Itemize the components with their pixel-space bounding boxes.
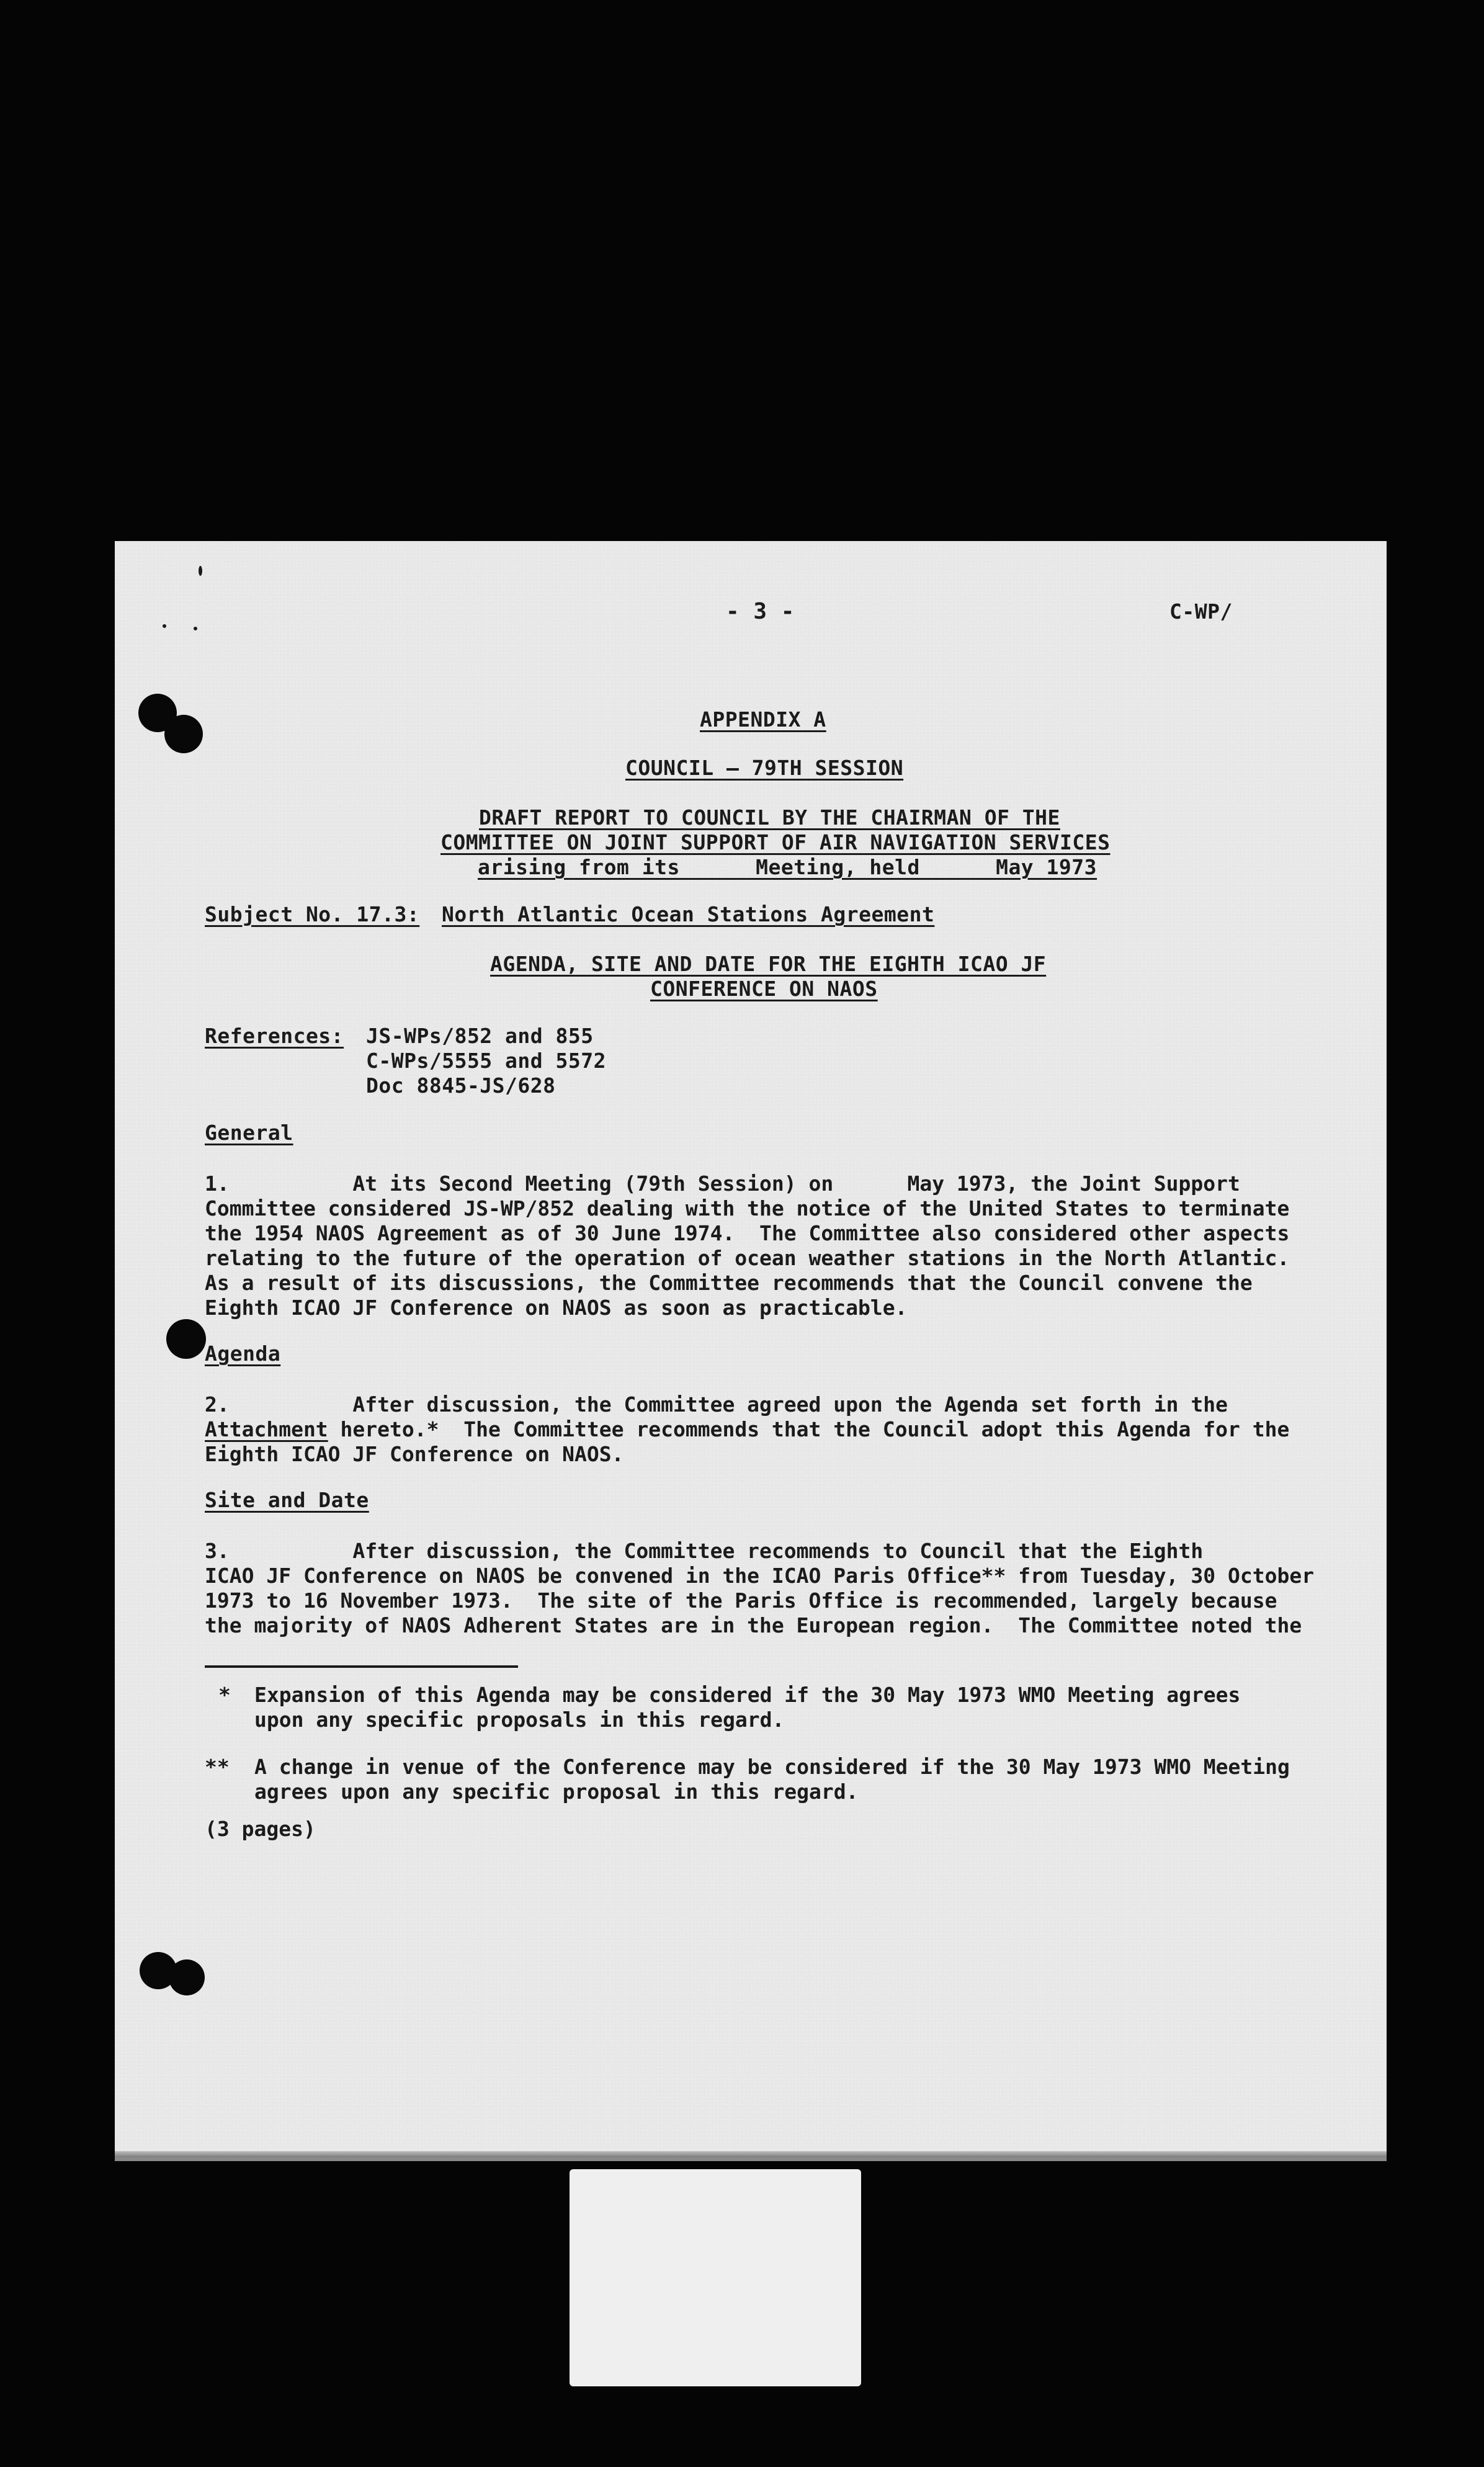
report-title-line-3: arising from its Meeting, held May 1973 [478,855,1097,879]
paragraph-text: hereto.* The Committee recommends that the Council adopt this Agenda for the [328,1417,1290,1441]
paragraph-line: 2. After discussion, the Committee agreed upon the Agenda set forth in the [205,1392,1228,1417]
blank-card [570,2169,861,2386]
paragraph-line: Eighth ICAO JF Conference on NAOS. [205,1442,624,1466]
paragraph-line: 1. At its Second Meeting (79th Session) on May 1973, the Joint Support [205,1171,1240,1196]
section-heading-general: General [205,1121,293,1145]
paragraph-line: 1973 to 16 November 1973. The site of the Paris Office is recommended, largely because [205,1588,1277,1613]
footnote-line: upon any specific proposals in this regard. [254,1708,785,1732]
punch-hole-bottom-2 [169,1959,205,1995]
footnote-line: agrees upon any specific proposal in this regard. [254,1780,859,1804]
agenda-heading-line-1: AGENDA, SITE AND DATE FOR THE EIGHTH ICAO JF [490,952,1047,976]
stray-mark [194,627,197,630]
paragraph-line: the 1954 NAOS Agreement as of 30 June 1974. The Committee also considered other aspects [205,1221,1290,1245]
reference-item: JS-WPs/852 and 855 [366,1024,594,1048]
agenda-heading-line-2: CONFERENCE ON NAOS [650,977,878,1001]
paragraph-line: the majority of NAOS Adherent States are in the European region. The Committee noted the [205,1613,1302,1637]
page-number: - 3 - [726,599,795,624]
stray-mark [199,566,202,576]
page-count: (3 pages) [205,1817,316,1841]
paragraph-line: Eighth ICAO JF Conference on NAOS as soon as practicable. [205,1296,908,1320]
attachment-reference: Attachment [205,1417,328,1441]
appendix-title: APPENDIX A [700,707,826,732]
footnote-line: A change in venue of the Conference may be considered if the 30 May 1973 WMO Meeting [254,1755,1290,1779]
paragraph-line: 3. After discussion, the Committee recommends to Council that the Eighth [205,1539,1204,1563]
footnote-marker: * [218,1683,231,1707]
reference-item: C-WPs/5555 and 5572 [366,1049,606,1073]
footnote-separator [205,1665,518,1668]
document-reference: C-WP/ [1169,599,1233,624]
paragraph-line [205,1417,1289,1442]
session-title: COUNCIL — 79TH SESSION [625,756,904,780]
report-title-line-2: COMMITTEE ON JOINT SUPPORT OF AIR NAVIGATION SERVICES [440,830,1111,854]
punch-hole-top-2 [164,715,203,753]
subject-label: Subject No. 17.3: [205,902,420,926]
punch-hole-middle [166,1319,206,1359]
page-edge [115,2151,1387,2157]
references-label: References: [205,1024,344,1048]
stray-mark [163,624,166,628]
paragraph-line: Committee considered JS-WP/852 dealing with the notice of the United States to terminate [205,1196,1290,1220]
footnote-line: Expansion of this Agenda may be considered if the 30 May 1973 WMO Meeting agrees [254,1683,1241,1707]
paragraph-line: As a result of its discussions, the Committee recommends that the Council convene the [205,1271,1253,1295]
subject-value: North Atlantic Ocean Stations Agreement [442,902,935,926]
paragraph-line: ICAO JF Conference on NAOS be convened in the ICAO Paris Office** from Tuesday, 30 October [205,1564,1315,1588]
reference-item: Doc 8845-JS/628 [366,1073,556,1098]
section-heading-agenda: Agenda [205,1341,281,1366]
document-page [115,541,1387,2157]
paragraph-line: relating to the future of the operation of ocean weather stations in the North Atlantic. [205,1246,1290,1270]
footnote-marker: ** [205,1755,230,1779]
section-heading-site-date: Site and Date [205,1488,369,1512]
report-title-line-1: DRAFT REPORT TO COUNCIL BY THE CHAIRMAN OF THE [479,805,1060,830]
